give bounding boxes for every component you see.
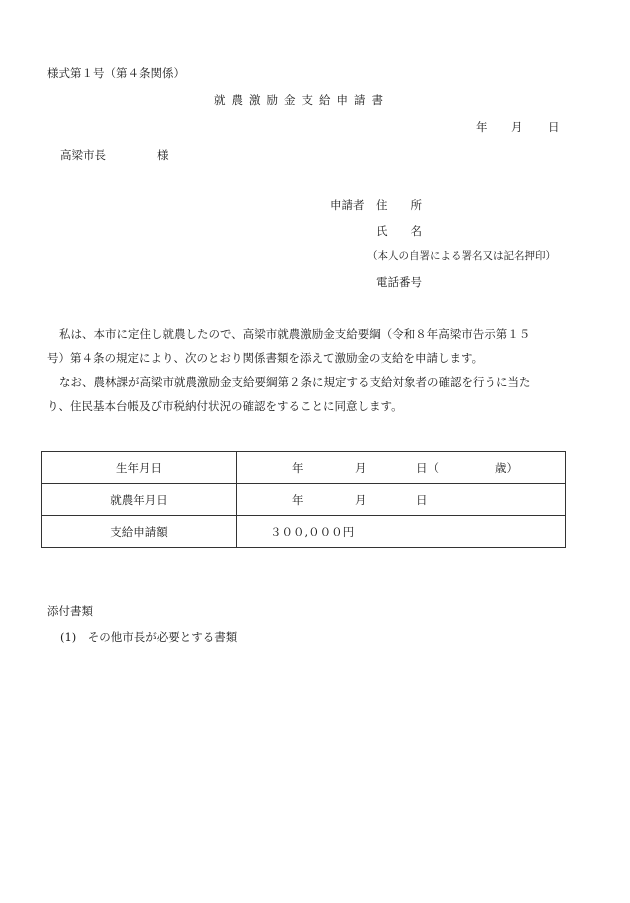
name-label: 氏 名 bbox=[376, 224, 422, 238]
statement-line-2: 号）第４条の規定により、次のとおり関係書類を添えて激励金の支給を申請します。 bbox=[47, 351, 484, 365]
table-row bbox=[42, 516, 566, 548]
addressee-honorific: 様 bbox=[157, 148, 169, 162]
attachments-heading: 添付書類 bbox=[47, 604, 93, 618]
farming-start-date-label: 就農年月日 bbox=[42, 484, 237, 516]
table-row bbox=[42, 452, 566, 484]
date-month-label: 月 bbox=[511, 120, 523, 134]
payment-amount-value bbox=[237, 516, 566, 548]
signature-note: （本人の自署による署名又は記名押印） bbox=[367, 250, 556, 262]
form-number: 様式第１号（第４条関係） bbox=[47, 66, 185, 80]
consent-line-2: り、住民基本台帳及び市税納付状況の確認をすることに同意します。 bbox=[47, 399, 403, 413]
application-statement bbox=[47, 322, 567, 370]
birth-year-unit: 年 bbox=[292, 460, 304, 475]
consent-line-1: なお、農林課が高梁市就農激励金支給要綱第２条に規定する支給対象者の確認を行うに当た bbox=[59, 375, 531, 389]
date-year-label: 年 bbox=[476, 120, 488, 134]
attachment-item: (1) その他市長が必要とする書類 bbox=[60, 630, 238, 644]
date-day-label: 日 bbox=[548, 120, 560, 134]
birth-day-unit: 日（ bbox=[416, 460, 439, 475]
payment-amount: ３００,０００円 bbox=[270, 524, 355, 539]
applicant-label: 申請者 bbox=[330, 198, 365, 212]
farming-year-unit: 年 bbox=[292, 492, 304, 507]
birth-date-value[interactable] bbox=[237, 452, 566, 484]
addressee-name: 高梁市長 bbox=[60, 148, 106, 162]
birth-month-unit: 月 bbox=[355, 460, 367, 475]
farming-start-date-value[interactable] bbox=[237, 484, 566, 516]
birth-date-label: 生年月日 bbox=[42, 452, 237, 484]
phone-label: 電話番号 bbox=[376, 275, 422, 289]
farming-month-unit: 月 bbox=[355, 492, 367, 507]
address-label: 住 所 bbox=[376, 198, 422, 212]
age-unit: 歳） bbox=[495, 460, 518, 475]
application-info-table bbox=[41, 451, 566, 548]
payment-amount-label: 支給申請額 bbox=[42, 516, 237, 548]
farming-day-unit: 日 bbox=[416, 492, 428, 507]
table-row bbox=[42, 484, 566, 516]
document-title: 就農激励金支給申請書 bbox=[214, 93, 389, 107]
statement-line-1: 私は、本市に定住し就農したので、高梁市就農激励金支給要綱（令和８年高梁市告示第１５ bbox=[59, 327, 531, 341]
consent-statement bbox=[47, 370, 567, 418]
